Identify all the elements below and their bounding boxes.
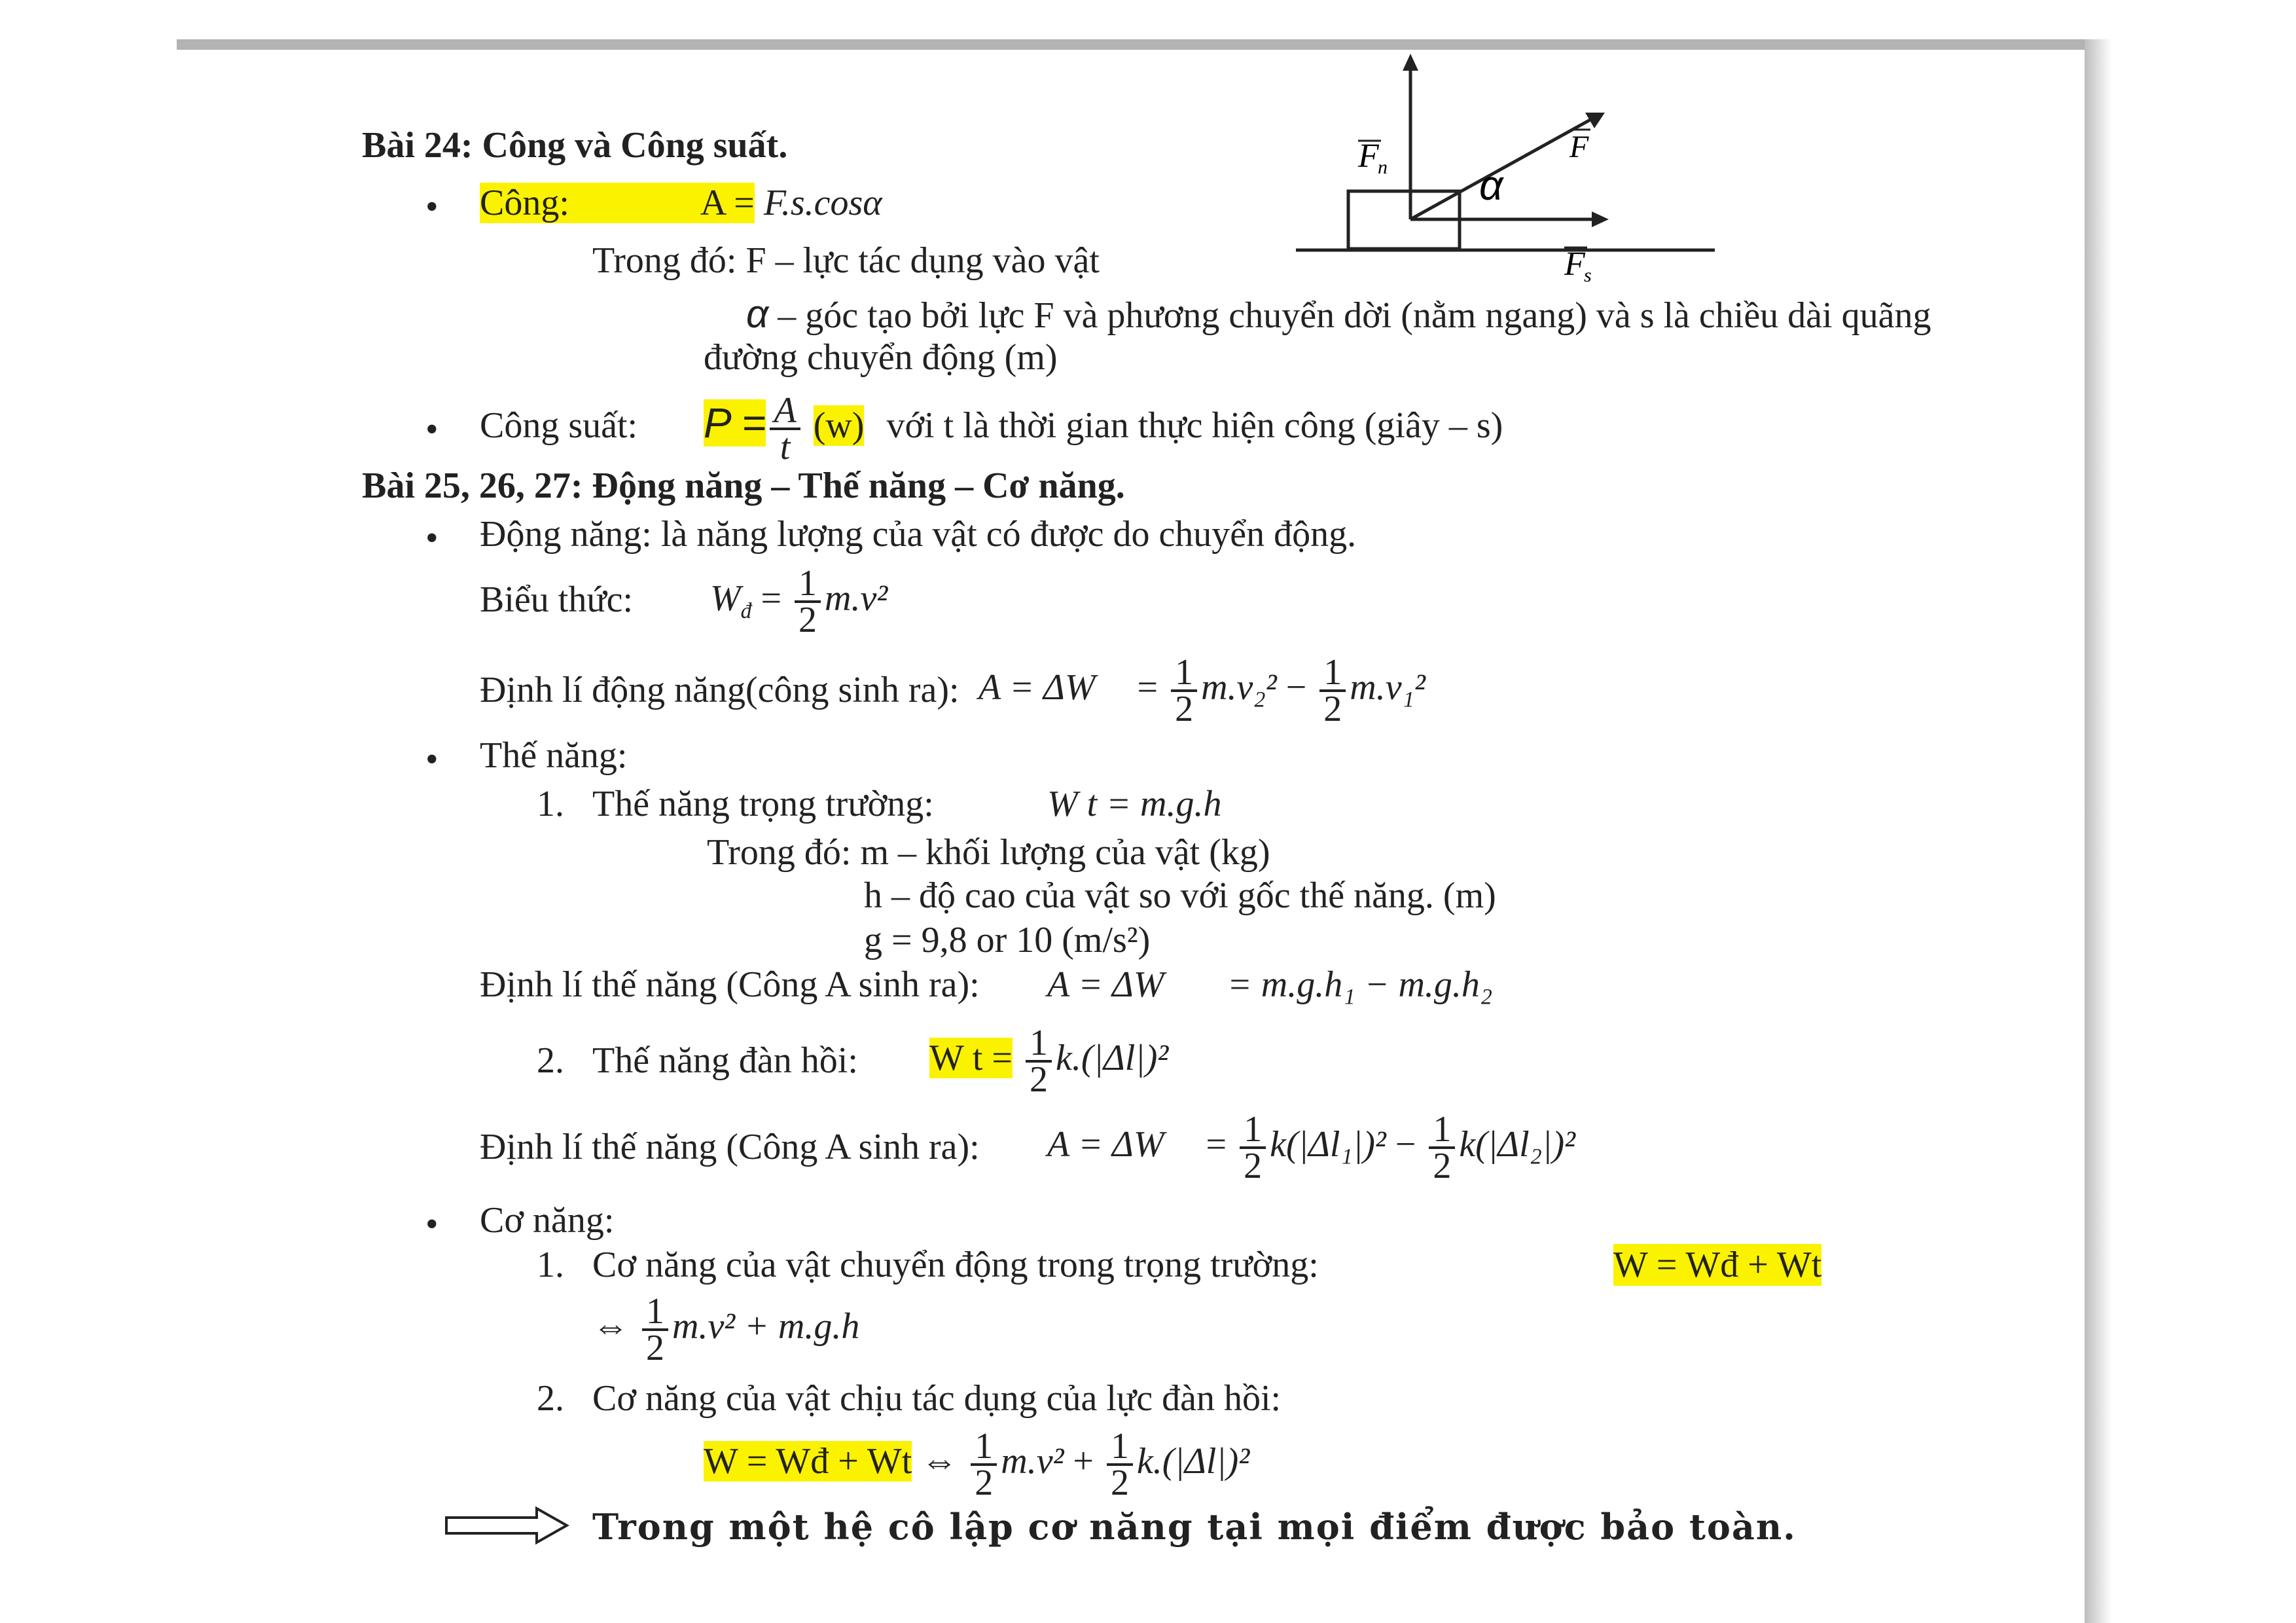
bullet: •: [425, 187, 439, 227]
co-nang-item2-num: 2.: [537, 1378, 564, 1419]
fraction-denominator: 2: [646, 1328, 664, 1369]
fraction-denominator: t: [780, 427, 791, 468]
dinh-li-dong-nang-formula: [978, 651, 1426, 730]
fraction-numerator: 1: [642, 1294, 668, 1331]
fraction-denominator: 2: [1029, 1059, 1048, 1101]
the-nang-item1-num: 1.: [537, 784, 564, 824]
formula-lhs: A = ΔW: [978, 667, 1096, 708]
the-nang-label: Thế năng:: [480, 735, 628, 776]
expand-term-a: m.v²: [1001, 1441, 1064, 1482]
fraction-numerator: 1: [795, 566, 821, 603]
alpha-desc: – góc tạo bởi lực F và phương chuyển dời (nằm ngang) và s là chiều dài quãng: [778, 295, 1931, 336]
fraction-numerator: 1: [1171, 655, 1197, 692]
cong-suat-fraction: [770, 390, 800, 468]
co-nang-item1-label: Cơ năng của vật chuyển động trong trọng trường:: [592, 1245, 1319, 1285]
bieu-thuc-formula: [710, 562, 888, 648]
co-nang-item2-formula: [704, 1425, 1250, 1504]
conclusion-text: Trong một hệ cô lập cơ năng tại mọi điểm được bảo toàn.: [592, 1506, 1797, 1548]
bullet: •: [425, 739, 439, 780]
alpha-symbol: α: [746, 292, 769, 336]
cong-line: [480, 182, 882, 224]
bieu-thuc-label: Biểu thức:: [480, 579, 634, 620]
cong-suat-desc: với t là thời gian thực hiện công (giây – s): [886, 405, 1503, 446]
formula-eq: =: [1137, 667, 1158, 708]
fraction-numerator: 1: [1240, 1112, 1266, 1149]
dinh-li-the-nang-label: Định lí thế năng (Công A sinh ra):: [480, 964, 980, 1005]
formula-w: W = Wđ + Wt: [704, 1441, 912, 1482]
the-nang-trong-do: Trong đó: m – khối lượng của vật (kg): [707, 832, 1270, 873]
cong-trong-do: Trong đó: F – lực tác dụng vào vật: [592, 240, 1100, 281]
fraction-numerator: 1: [1026, 1026, 1052, 1063]
formula-rhs: m.v²: [825, 578, 888, 619]
page-right-shadow: [2085, 39, 2112, 1623]
fraction-denominator: 2: [1433, 1146, 1452, 1187]
fraction-denominator: 2: [1323, 689, 1342, 730]
fraction-denominator: 2: [1244, 1146, 1263, 1187]
the-nang-item2-num: 2.: [537, 1040, 564, 1081]
expand-prefix: ⇔: [592, 1306, 629, 1347]
fraction-numerator: 1: [1319, 655, 1346, 692]
fraction: [971, 1426, 997, 1504]
co-nang-item1-formula: W = Wđ + Wt: [1613, 1245, 1822, 1285]
co-nang-item2-label: Cơ năng của vật chịu tác dụng của lực đàn hồi:: [592, 1378, 1282, 1419]
fraction: [1026, 1023, 1052, 1101]
formula-lhs: A = ΔW: [1047, 1124, 1164, 1165]
cong-suat-unit: (w): [813, 405, 865, 446]
cong-formula-rest: F.s.cosα: [763, 183, 882, 223]
the-nang-item1-formula: W t = m.g.h: [1047, 784, 1222, 824]
alpha-label: α: [1479, 162, 1503, 209]
expand-term-b: k.(|Δl|)²: [1136, 1441, 1250, 1482]
force-diagram: [1296, 52, 1728, 301]
the-nang-item2-label: Thế năng đàn hồi:: [592, 1040, 858, 1081]
cong-suat-label: Công suất:: [480, 405, 638, 446]
fraction: [1319, 652, 1346, 730]
fraction: [1107, 1426, 1133, 1504]
expand-term-a: m.v²: [672, 1306, 736, 1347]
fn-arrowhead: [1403, 54, 1418, 71]
cong-formula-a: A =: [700, 183, 755, 223]
formula-term-1: m.v₂²: [1201, 667, 1277, 708]
expand-plus: +: [1073, 1441, 1094, 1482]
arrow-right-icon: [445, 1506, 569, 1545]
formula-eq: =: [1206, 1124, 1227, 1165]
dong-nang-text: Động năng: là năng lượng của vật có được do chuyển động.: [480, 514, 1357, 555]
fraction: [1240, 1109, 1266, 1187]
formula-minus: −: [1395, 1124, 1416, 1165]
f-label: F: [1570, 130, 1589, 164]
co-nang-item1-expand: [592, 1290, 860, 1369]
fraction-denominator: 2: [1175, 689, 1194, 730]
formula-term-1: k(|Δl₁|)²: [1270, 1124, 1386, 1165]
the-nang-h-desc: h – độ cao của vật so với gốc thế năng. (m): [864, 875, 1496, 916]
dinh-li-the-nang2-label: Định lí thế năng (Công A sinh ra):: [480, 1127, 980, 1167]
fraction: [1429, 1109, 1455, 1187]
cong-label: Công:: [480, 183, 700, 223]
fraction: [795, 563, 821, 641]
fraction-numerator: 1: [1107, 1429, 1133, 1466]
section-title-bai25: Bài 25, 26, 27: Động năng – Thế năng – Cơ năng.: [362, 465, 1125, 506]
formula-sub: đ: [740, 599, 752, 624]
dinh-li-the-nang2-formula: [1047, 1108, 1575, 1187]
cong-suat-formula: [704, 386, 1503, 468]
fraction-denominator: 2: [798, 600, 817, 641]
the-nang-item1-label: Thế năng trọng trường:: [592, 784, 934, 824]
fs-arrowhead: [1592, 211, 1609, 227]
formula-lhs: W: [710, 578, 741, 619]
bullet: •: [425, 518, 439, 558]
bullet: •: [425, 1204, 439, 1245]
alpha-line: [746, 293, 1931, 337]
formula-term-2: k(|Δl₂|)²: [1459, 1124, 1575, 1165]
co-nang-label: Cơ năng:: [480, 1200, 615, 1241]
formula-term-2: m.v₁²: [1350, 667, 1426, 708]
the-nang-g-desc: g = 9,8 or 10 (m/s²): [864, 920, 1151, 960]
dinh-li-the-nang-rhs: = m.g.h₁ − m.g.h₂: [1227, 964, 1493, 1005]
fs-label: F: [1564, 246, 1585, 283]
formula-rhs: k.(|Δl|)²: [1055, 1038, 1169, 1078]
co-nang-item1-num: 1.: [537, 1245, 564, 1285]
fraction-numerator: 1: [1429, 1112, 1455, 1149]
fn-sub: n: [1378, 156, 1388, 178]
alpha-desc-2: đường chuyển động (m): [704, 337, 1058, 378]
fraction: [642, 1291, 668, 1369]
dinh-li-dong-nang-label: Định lí động năng(công sinh ra):: [480, 670, 960, 710]
fraction-denominator: 2: [1110, 1463, 1129, 1504]
section-title-bai24: Bài 24: Công và Công suất.: [362, 125, 788, 166]
expand-prefix: ⇔: [921, 1441, 958, 1482]
expand-term-b: + m.g.h: [744, 1306, 860, 1347]
formula-eq: =: [761, 578, 782, 619]
fn-label: F: [1358, 137, 1379, 175]
fs-sub: s: [1584, 264, 1592, 286]
formula-minus: −: [1285, 667, 1307, 708]
fraction: [1171, 652, 1197, 730]
bullet: •: [425, 409, 439, 450]
formula-wt: W t =: [929, 1038, 1013, 1078]
fraction-numerator: A: [770, 393, 800, 430]
the-nang-item2-formula: [929, 1021, 1169, 1101]
fraction-numerator: 1: [971, 1429, 997, 1466]
fraction-denominator: 2: [975, 1463, 994, 1504]
cong-suat-p-eq: P =: [704, 399, 766, 447]
dinh-li-the-nang-formula: A = ΔW: [1047, 964, 1164, 1005]
